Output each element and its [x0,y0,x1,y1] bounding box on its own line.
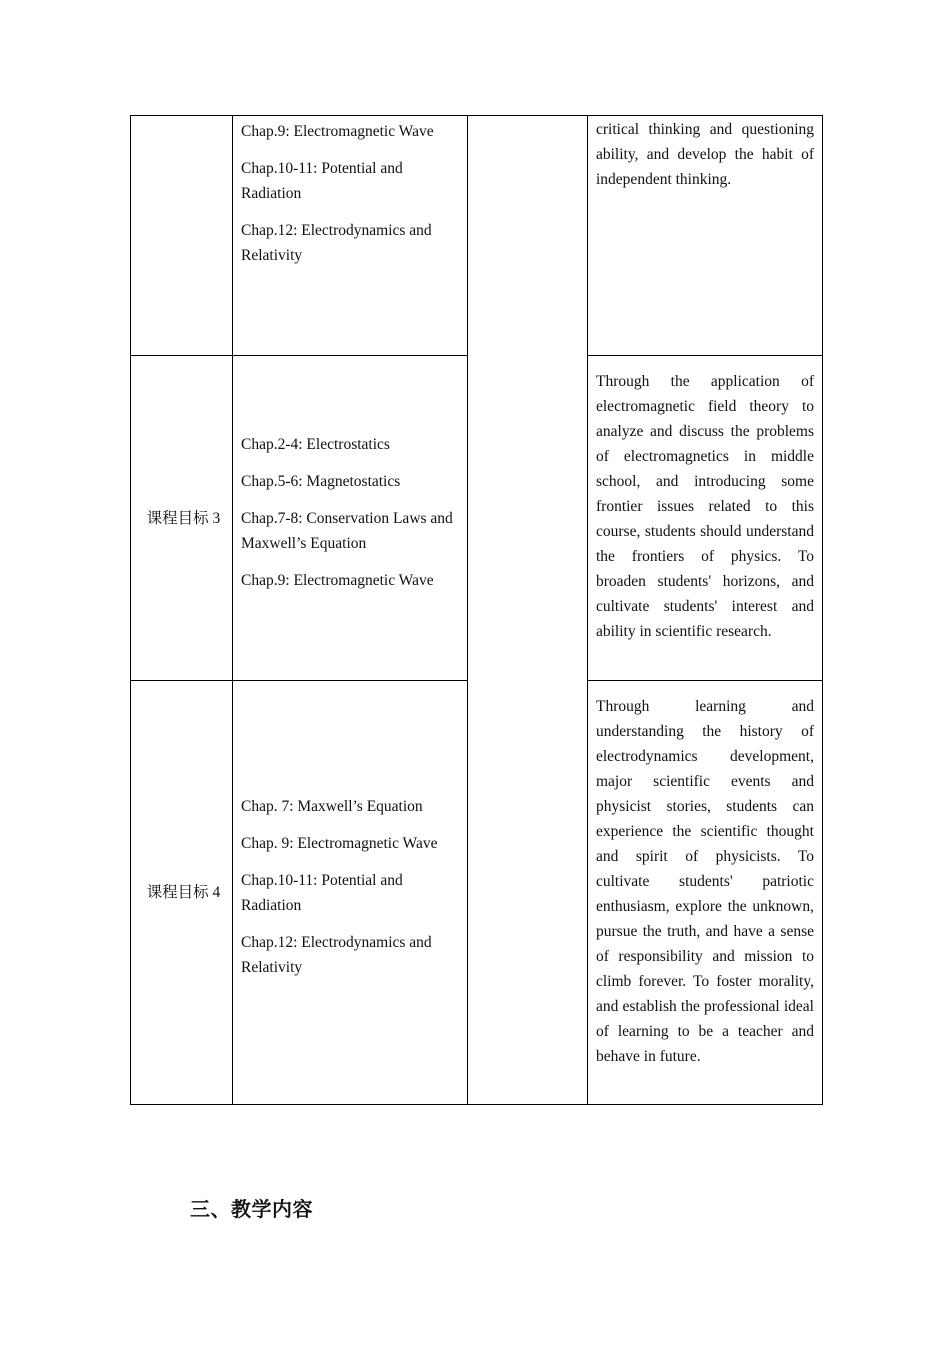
chapter-item: Chap.7-8: Conservation Laws and Maxwell’s Equation [241,509,453,552]
course-goals-table [130,115,823,1105]
goal-cell: 课程目标 3 [131,356,233,681]
method-cell [468,116,588,1105]
chapters-cell [233,116,468,356]
chapter-item: Chap.10-11: Potential and Radiation [241,160,403,202]
section-heading: 三、教学内容 [190,1197,313,1221]
chapter-item: Chap.12: Electrodynamics and Relativity [241,933,432,976]
chapter-item: Chap.10-11: Potential and Radiation [241,871,403,914]
chapter-item: Chap.5-6: Magnetostatics [241,472,401,490]
chapters-cell [233,681,468,1105]
goal-cell: 课程目标 4 [131,681,233,1105]
chapter-item: Chap.9: Electromagnetic Wave [241,571,434,589]
goal-cell [131,116,233,356]
chapter-item: Chap.9: Electromagnetic Wave [241,123,434,140]
description-cell: critical thinking and questioning ability, and develop the habit of independent thinking. [588,116,823,356]
chapter-item: Chap. 7: Maxwell’s Equation [241,797,423,815]
table-row [131,116,823,356]
chapter-item: Chap.2-4: Electrostatics [241,435,390,453]
description-cell: Through the application of electromagnetic field theory to analyze and discuss the problems of electromagnetics in middle school, and introducing some frontier issues related to this course, students should understand the frontiers of physics. To broaden students' horizons, and cultivate students' interest and ability in scientific research. [588,356,823,681]
chapter-item: Chap.12: Electrodynamics and Relativity [241,222,432,264]
chapters-cell [233,356,468,681]
description-cell: Through learning and understanding the history of electrodynamics development, major scientific events and physicist stories, students can experience the scientific thought and spirit of physicists. To cultivate students' patriotic enthusiasm, explore the unknown, pursue the truth, and have a sense of responsibility and mission to climb forever. To foster morality, and establish the professional ideal of learning to be a teacher and behave in future. [588,681,823,1105]
chapter-item: Chap. 9: Electromagnetic Wave [241,834,438,852]
